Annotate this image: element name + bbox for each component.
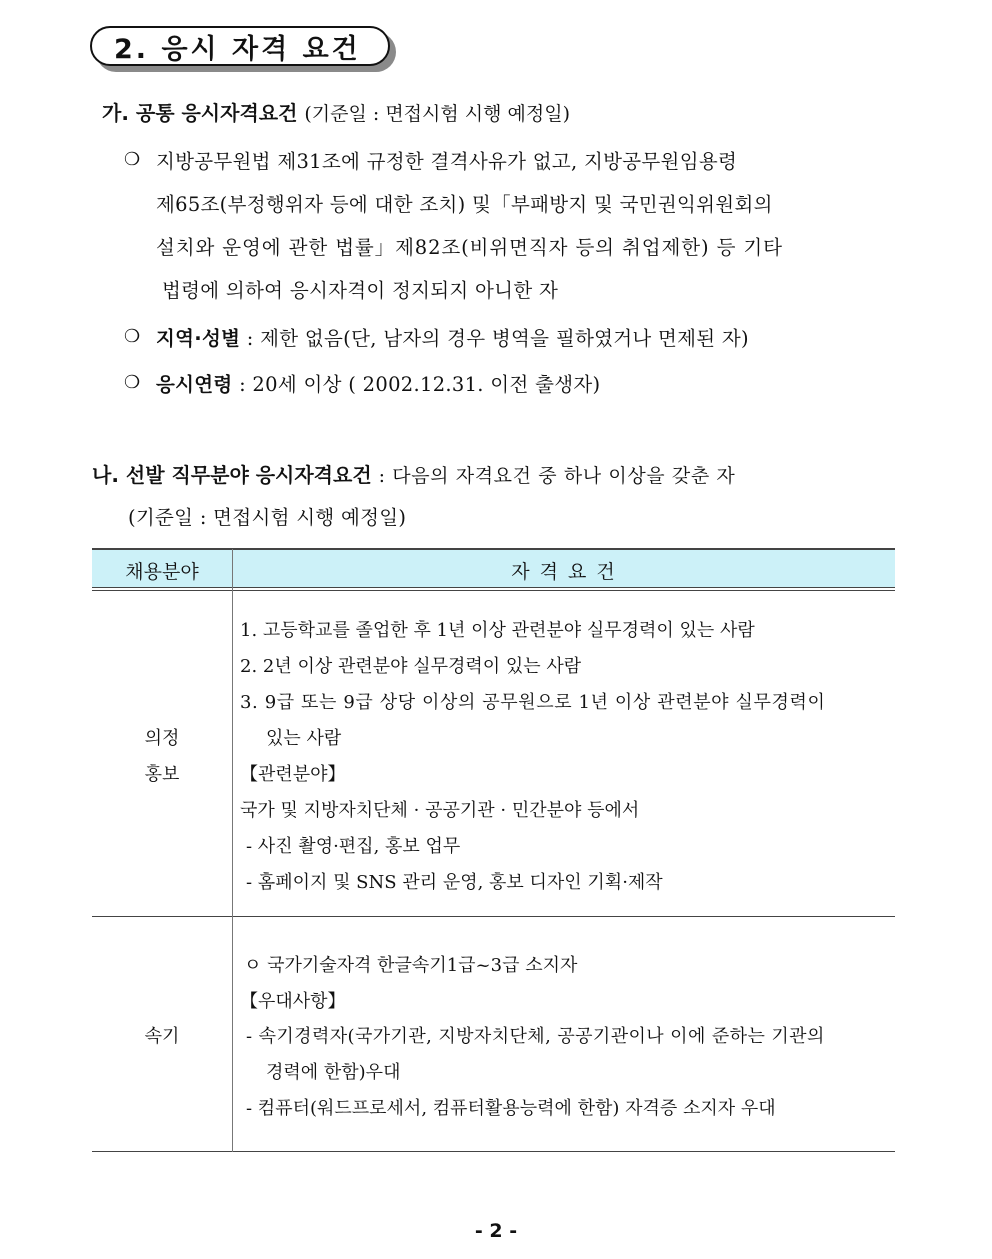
requirement-line: - 속기경력자(국가기관, 지방자치단체, 공공기관이나 이에 준하는 기관의 [246,1026,825,1047]
table-header-category: 채용분야 [125,561,199,583]
requirement-line: 국가 및 지방자치단체 · 공공기관 · 민간분야 등에서 [240,800,640,821]
requirement-line: ㅇ 국가기술자격 한글속기1급~3급 소지자 [244,955,578,976]
table-header-border-2 [92,590,895,591]
section-title [90,26,390,66]
item1-line-3: 설치와 운영에 관한 법률」제82조(비위면직자 등의 취업제한) 등 기타 [156,236,783,259]
page-number: - 2 - [474,1220,518,1242]
item2 [156,323,749,351]
table-header-border-1 [92,587,895,588]
item3-label: 응시연령 [156,373,233,396]
part-a-heading-note: (기준일 : 면접시험 시행 예정일) [304,103,571,125]
requirement-line: 있는 사람 [266,728,342,749]
requirement-line: 경력에 한함)우대 [266,1062,401,1083]
table-row-divider [92,916,895,917]
requirement-line: 【우대사항】 [240,991,346,1012]
section-title-text: 2. 응시 자격 요건 [114,33,361,65]
table-top-border [92,548,895,550]
item1-line-2: 제65조(부정행위자 등에 대한 조치) 및「부패방지 및 국민권익위원회의 [156,193,773,216]
requirement-line: 1. 고등학교를 졸업한 후 1년 이상 관련분야 실무경력이 있는 사람 [240,620,755,641]
requirement-line: 【관련분야】 [240,764,346,785]
item1-line-1: 지방공무원법 제31조에 규정한 결격사유가 없고, 지방공무원임용령 [156,150,738,173]
bullet-icon: ❍ [124,149,141,170]
requirement-line: 3. 9급 또는 9급 상당 이상의 공무원으로 1년 이상 관련분야 실무경력이 [240,692,826,713]
item2-text: : 제한 없음(단, 남자의 경우 병역을 필하였거나 면제된 자) [246,327,749,350]
bullet-icon: ❍ [124,372,141,393]
part-a-heading [102,97,570,126]
table-row-category: 홍보 [144,764,180,785]
part-b-heading-text: 나. 선발 직무분야 응시자격요건 [92,463,372,487]
part-a-heading-text: 가. 공통 응시자격요건 [102,101,298,125]
item3 [156,369,600,397]
item1-line-4: 법령에 의하여 응시자격이 정지되지 아니한 자 [162,279,559,302]
requirement-line: - 홈페이지 및 SNS 관리 운영, 홍보 디자인 기획·제작 [246,872,663,893]
item3-text: : 20세 이상 ( 2002.12.31. 이전 출생자) [239,373,601,396]
requirement-line: 2. 2년 이상 관련분야 실무경력이 있는 사람 [240,656,582,677]
requirement-line: - 사진 촬영·편집, 홍보 업무 [246,836,461,857]
part-b-basis-note: (기준일 : 면접시험 시행 예정일) [128,506,407,529]
table-column-divider [232,549,233,1152]
table-bottom-border [92,1151,895,1152]
part-b-heading-note: : 다음의 자격요건 중 하나 이상을 갖춘 자 [378,465,736,487]
table-row-category: 속기 [144,1026,180,1047]
bullet-icon: ❍ [124,326,141,347]
table-header-requirements: 자 격 요 건 [511,561,617,583]
table-row-category: 의정 [144,728,180,749]
requirement-line: - 컴퓨터(워드프로세서, 컴퓨터활용능력에 한함) 자격증 소지자 우대 [246,1098,776,1119]
part-b-heading [92,459,735,488]
item2-label: 지역·성별 [156,327,241,350]
